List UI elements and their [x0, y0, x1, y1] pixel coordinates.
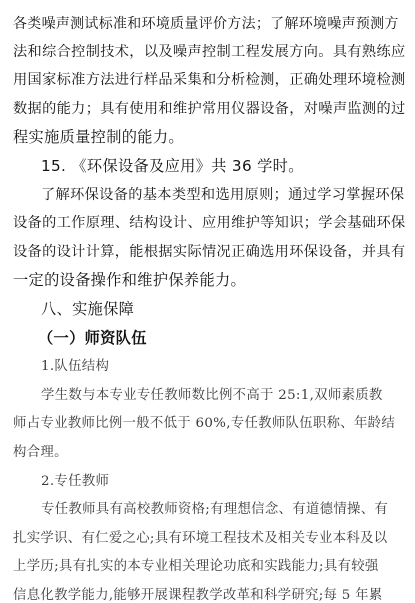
- paragraph-line: 构合理。: [13, 445, 68, 460]
- paragraph-line: 信息化教学能力,能够开展课程教学改革和科学研究;每 5 年累: [13, 588, 383, 603]
- item-title: 1.队伍结构: [41, 359, 110, 375]
- paragraph-line: 学生数与本专业专任教师数比例不高于 25:1,双师素质教: [41, 387, 383, 403]
- paragraph-line: 法和综合控制技术，以及噪声控制工程发展方向。具有熟练应: [13, 43, 406, 60]
- paragraph-line: 专任教师具有高校教师资格;有理想信念、有道德情操、有: [41, 502, 389, 518]
- paragraph-line: 师占专业教师比例一般不低于 60%,专任教师队伍职称、年龄结: [13, 416, 396, 432]
- paragraph-line: 用国家标准方法进行样品采集和分析检测，正确处理环境检测: [13, 72, 406, 89]
- chapter-title: 八、实施保障: [41, 300, 135, 318]
- item-title: 2.专任教师: [41, 473, 110, 489]
- paragraph-line: 一定的设备操作和维护保养能力。: [13, 271, 247, 290]
- subsection-title: （一）师资队伍: [38, 328, 147, 347]
- course-heading: 15. 《环保设备及应用》共 36 学时。: [41, 157, 304, 175]
- paragraph-line: 数据的能力；具有使用和维护常用仪器设备，对噪声监测的过: [13, 100, 406, 117]
- paragraph-line: 了解环保设备的基本类型和选用原则；通过学习掌握环保: [41, 186, 405, 203]
- paragraph-line: 程实施质量控制的能力。: [13, 128, 184, 147]
- paragraph-line: 设备的工作原理、结构设计、应用维护等知识；学会基础环保: [13, 215, 406, 232]
- paragraph-line: 上学历;具有扎实的本专业相关理论功底和实践能力;具有较强: [13, 559, 379, 575]
- paragraph-line: 扎实学识、有仁爱之心;具有环境工程技术及相关专业本科及以: [13, 530, 388, 546]
- paragraph-line: 设备的设计计算，能根据实际情况正确选用环保设备，并具有: [13, 243, 406, 260]
- paragraph-line: 各类噪声测试标准和环境质量评价方法；了解环境噪声预测方: [13, 16, 399, 32]
